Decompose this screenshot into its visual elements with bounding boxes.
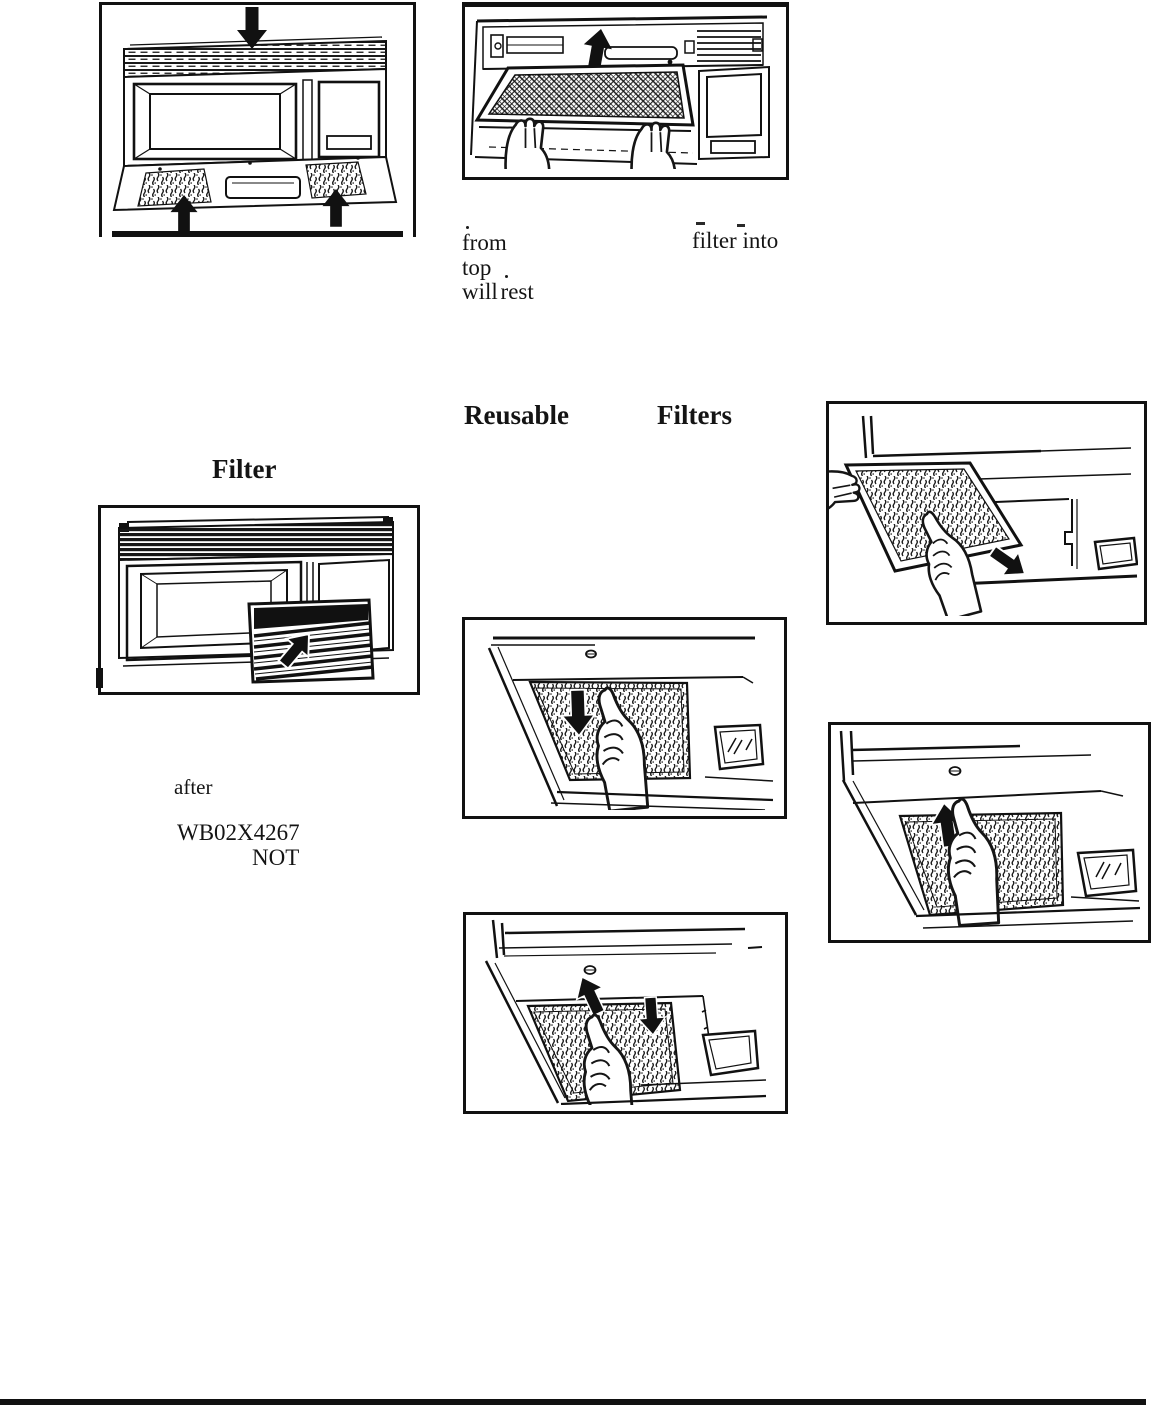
left-hand: [506, 119, 550, 169]
scan-artifact: [737, 224, 745, 227]
microwave-overview-drawing: [102, 5, 407, 234]
scan-artifact: [505, 275, 508, 278]
filter-insertion-drawing: [465, 7, 780, 169]
filter-insert-drawing: [466, 915, 779, 1105]
fragment-not: NOT: [252, 845, 300, 870]
charcoal-filter-drawing: [101, 508, 411, 686]
figure-charcoal-filter-inset: [98, 505, 420, 695]
scan-artifact: [696, 222, 705, 225]
figure-remove-reusable-filter: [826, 401, 1147, 625]
up-arrow-icon: [580, 27, 615, 71]
figure-insert-reusable-filter: [463, 912, 788, 1114]
down-arrow-icon: [237, 7, 267, 49]
figure-slide-filter-toward-back: [828, 722, 1151, 943]
fragment-filter-into: filter into: [692, 228, 779, 253]
figure-slide-filter-toward-front: [462, 617, 787, 819]
fragment-will-rest: will rest: [462, 279, 534, 304]
figure-charcoal-filter-locations: [99, 2, 416, 237]
scan-artifact: [96, 668, 103, 688]
fragment-top: top: [462, 255, 492, 280]
filter-slide-drawing: [465, 620, 778, 810]
heading-charcoal-filter: Filter: [212, 454, 277, 484]
fragment-from: from: [462, 230, 507, 255]
filter-slide-back-drawing: [831, 725, 1142, 934]
filter-removal-drawing: [829, 404, 1138, 616]
scan-artifact: [466, 226, 469, 229]
figure-bottom-rule: [112, 231, 403, 237]
heading-reusable: Reusable: [464, 400, 570, 430]
fragment-after: after: [174, 775, 213, 799]
page-bottom-rule: [0, 1399, 1146, 1405]
figure-insert-filter-into-top: [462, 2, 789, 180]
heading-filters: Filters: [657, 400, 732, 430]
fragment-part-number: WB02X4267: [177, 820, 300, 845]
